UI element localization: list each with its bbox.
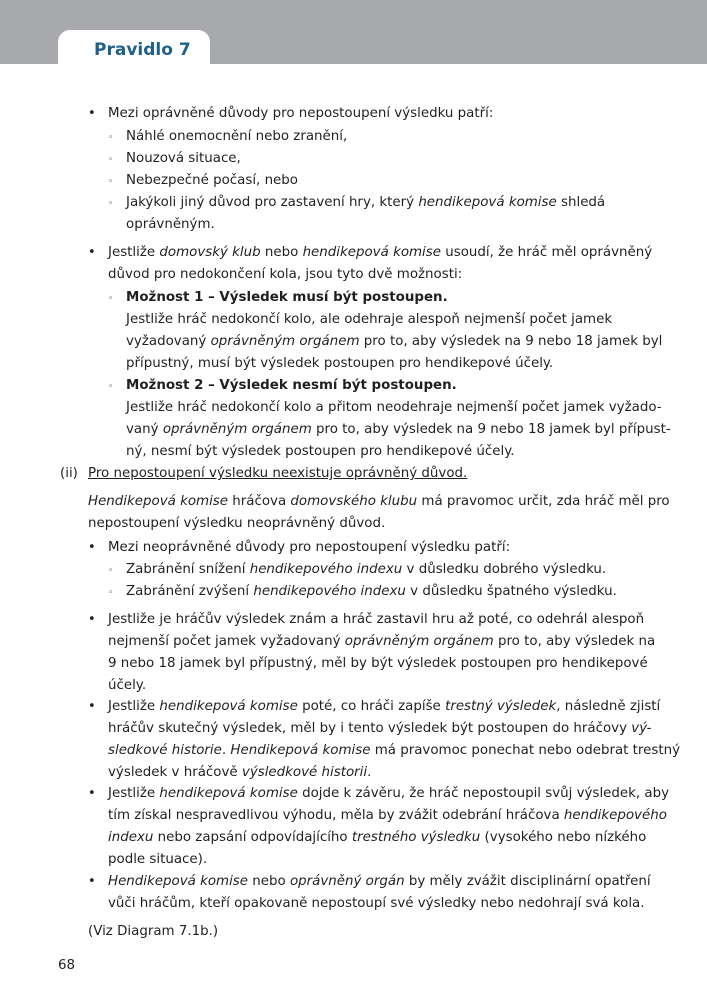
text-line: Pro nepostoupení výsledku neexistuje oprávněný důvod. [88,466,468,481]
text-line: vyžadovaný oprávněným orgánem pro to, aby výsledek na 9 nebo 18 jamek byl [126,334,663,349]
text-line: 9 nebo 18 jamek byl přípustný, měl by být výsledek postoupen pro hendikepové [108,656,648,671]
text-line: Možnost 1 – Výsledek musí být postoupen. [126,290,448,305]
text-line: Jestliže hráč nedokončí kolo, ale odehraje alespoň nejmenší počet jamek [126,312,613,327]
sub-bullet-marker: ◦ [108,199,114,209]
text-line: Možnost 2 – Výsledek nesmí být postoupen. [126,378,457,393]
bullet-marker: • [88,245,96,260]
bullet-marker: • [88,540,96,555]
text-line: vaný oprávněným orgánem pro to, aby výsledek na 9 nebo 18 jamek byl přípust- [126,422,671,437]
text-line: výsledek v hráčově výsledkové historii. [108,765,372,780]
text-line: (ii) [60,466,78,481]
text-line: Jestliže je hráčův výsledek znám a hráč zastavil hru až poté, co odehrál alespoň [108,612,645,627]
text-line: nepostoupení výsledku neoprávněný důvod. [88,516,386,531]
sub-bullet-marker: ◦ [108,294,114,304]
text-line: indexu nebo zapsání odpovídajícího trestného výsledku (vysokého nebo nízkého [108,830,647,845]
text-line: podle situace). [108,852,208,867]
text-line: důvod pro nedokončení kola, jsou tyto dvě možnosti: [108,267,463,282]
bullet-marker: • [88,612,96,627]
sub-bullet-marker: ◦ [108,133,114,143]
sub-bullet-marker: ◦ [108,588,114,598]
sub-bullet-marker: ◦ [108,382,114,392]
text-line: sledkové historie. Hendikepová komise má pravomoc ponechat nebo odebrat trestný [108,743,681,758]
sub-bullet-marker: ◦ [108,566,114,576]
text-line: (Viz Diagram 7.1b.) [88,924,219,939]
text-line: Hendikepová komise nebo oprávněný orgán by měly zvážit disciplinární opatření [108,874,651,889]
text-line: Hendikepová komise hráčova domovského klubu má pravomoc určit, zda hráč měl pro [88,494,670,509]
text-line: nejmenší počet jamek vyžadovaný oprávněným orgánem pro to, aby výsledek na [108,634,656,649]
text-line: Nebezpečné počasí, nebo [126,173,298,188]
page-title: Pravidlo 7 [94,40,191,60]
text-line: tím získal nespravedlivou výhodu, měla by zvážit odebrání hráčova hendikepového [108,808,667,823]
text-line: účely. [108,678,147,693]
sub-bullet-marker: ◦ [108,155,114,165]
text-line: Jestliže hendikepová komise dojde k závěru, že hráč nepostoupil svůj výsledek, aby [108,786,670,801]
text-line: Náhlé onemocnění nebo zranění, [126,129,348,144]
text-line: oprávněným. [126,217,215,232]
text-line: vůči hráčům, kteří opakovaně nepostoupí své výsledky nebo nedohrají svá kola. [108,896,645,911]
text-line: Mezi oprávněné důvody pro nepostoupení výsledku patří: [108,106,494,121]
text-line: Jestliže domovský klub nebo hendikepová komise usoudí, že hráč měl oprávněný [108,245,653,260]
text-line: Zabránění snížení hendikepového indexu v důsledku dobrého výsledku. [126,562,607,577]
text-line: Nouzová situace, [126,151,241,166]
bullet-marker: • [88,106,96,121]
text-line: ný, nesmí být výsledek postoupen pro hendikepové účely. [126,444,515,459]
bullet-marker: • [88,786,96,801]
text-line: hráčův skutečný výsledek, měl by i tento výsledek být postoupen do hráčovy vý- [108,721,652,736]
text-line: Jestliže hendikepová komise poté, co hráči zapíše trestný výsledek, následně zjistí [108,699,661,714]
bullet-marker: • [88,874,96,889]
sub-bullet-marker: ◦ [108,177,114,187]
text-line: Jakýkoli jiný důvod pro zastavení hry, který hendikepová komise shledá [126,195,606,210]
page-number: 68 [58,958,76,973]
text-line: Zabránění zvýšení hendikepového indexu v důsledku špatného výsledku. [126,584,617,599]
text-line: přípustný, musí být výsledek postoupen pro hendikepové účely. [126,356,554,371]
text-line: Jestliže hráč nedokončí kolo a přitom neodehraje nejmenší počet jamek vyžado- [126,400,662,415]
text-line: Mezi neoprávněné důvody pro nepostoupení výsledku patří: [108,540,511,555]
bullet-marker: • [88,699,96,714]
